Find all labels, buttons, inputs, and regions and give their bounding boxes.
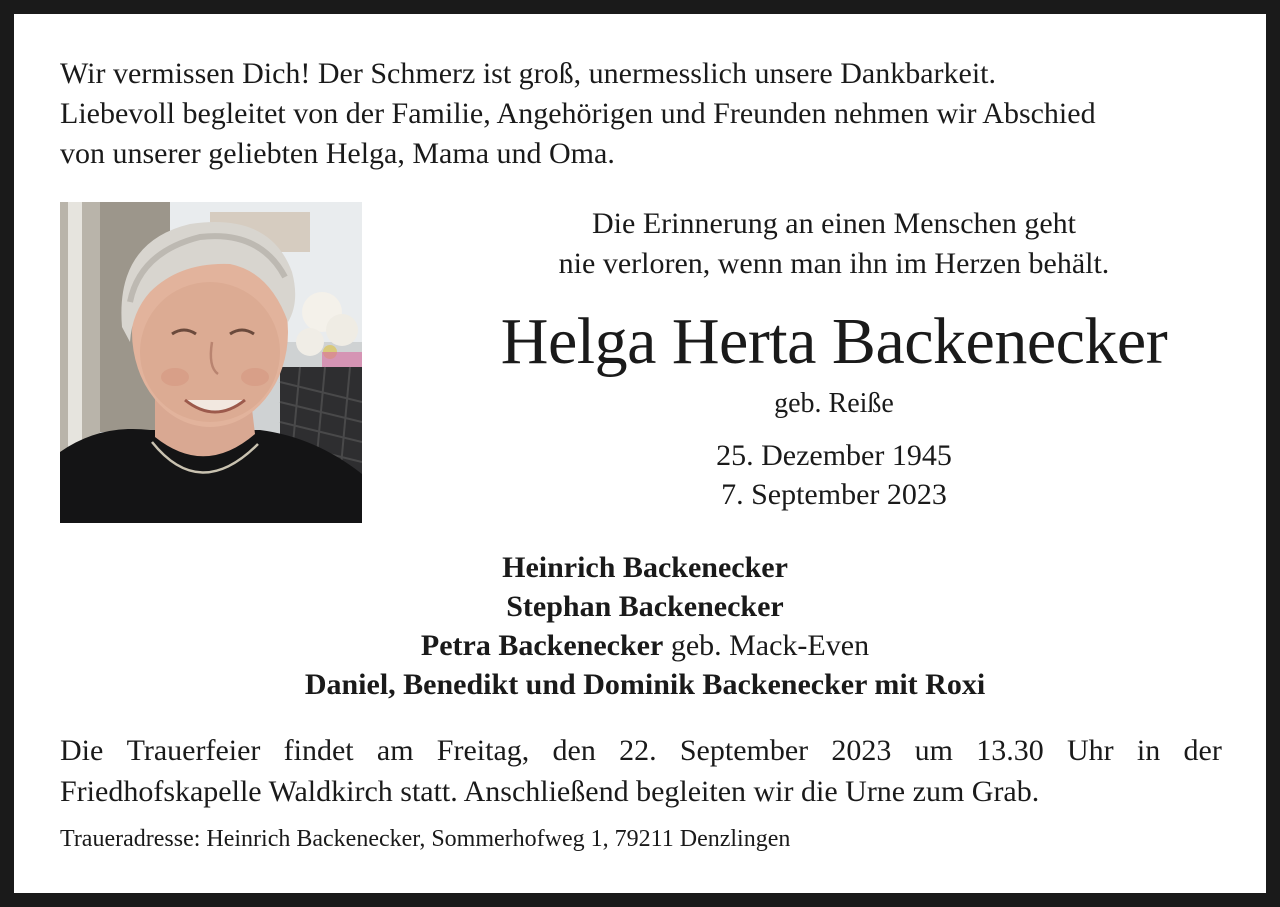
intro-line-1: Wir vermissen Dich! Der Schmerz ist groß, unermesslich unsere Dankbarkeit. <box>60 57 997 90</box>
service-line-1 <box>60 730 1222 771</box>
family-member-3-suffix: geb. Mack-Even <box>663 629 870 662</box>
obituary-notice <box>14 14 1266 893</box>
portrait-photo <box>60 202 362 523</box>
service-line-1-word: am <box>376 734 414 767</box>
memorial-quote <box>434 204 1234 284</box>
family-member-2: Stephan Backenecker <box>506 590 784 623</box>
service-info <box>60 730 1222 812</box>
birth-date: 25. Dezember 1945 <box>716 439 952 472</box>
service-line-1-word: in <box>1136 734 1161 767</box>
birth-name: geb. Reiße <box>774 388 894 419</box>
service-line-1-word: Freitag, <box>436 734 530 767</box>
service-line-1-word: 22. <box>619 734 657 767</box>
service-line-1-word: Die <box>60 734 104 767</box>
quote-line-1: Die Erinnerung an einen Menschen geht <box>592 207 1076 240</box>
intro-line-3: von unserer geliebten Helga, Mama und Oma. <box>60 137 615 170</box>
service-line-1-word: um <box>914 734 953 767</box>
service-line-1-word: 2023 <box>831 734 892 767</box>
service-line-1-word: Trauerfeier <box>126 734 261 767</box>
family-member-4: Daniel, Benedikt und Dominik Backenecker mit Roxi <box>304 668 986 701</box>
service-line-1-word: 13.30 <box>976 734 1044 767</box>
service-line-1-word: findet <box>283 734 354 767</box>
service-line-1-word: der <box>1183 734 1222 767</box>
intro-text <box>60 54 1230 174</box>
family-member-1: Heinrich Backenecker <box>502 551 788 584</box>
life-dates <box>434 436 1234 514</box>
intro-line-2: Liebevoll begleitet von der Familie, Angehörigen und Freunden nehmen wir Abschied <box>60 97 1096 130</box>
mourning-address: Traueradresse: Heinrich Backenecker, Sommerhofweg 1, 79211 Denzlingen <box>60 826 791 852</box>
death-date: 7. September 2023 <box>721 478 947 511</box>
family-member-3: Petra Backenecker <box>420 629 664 662</box>
service-line-1-word: Uhr <box>1067 734 1114 767</box>
family-list <box>60 548 1230 704</box>
quote-line-2: nie verloren, wenn man ihn im Herzen behält. <box>558 247 1110 280</box>
deceased-name: Helga Herta Backenecker <box>500 305 1168 378</box>
service-line-1-word: September <box>679 734 809 767</box>
service-line-2: Friedhofskapelle Waldkirch statt. Anschließend begleiten wir die Urne zum Grab. <box>60 775 1040 808</box>
service-line-1-word: den <box>552 734 596 767</box>
